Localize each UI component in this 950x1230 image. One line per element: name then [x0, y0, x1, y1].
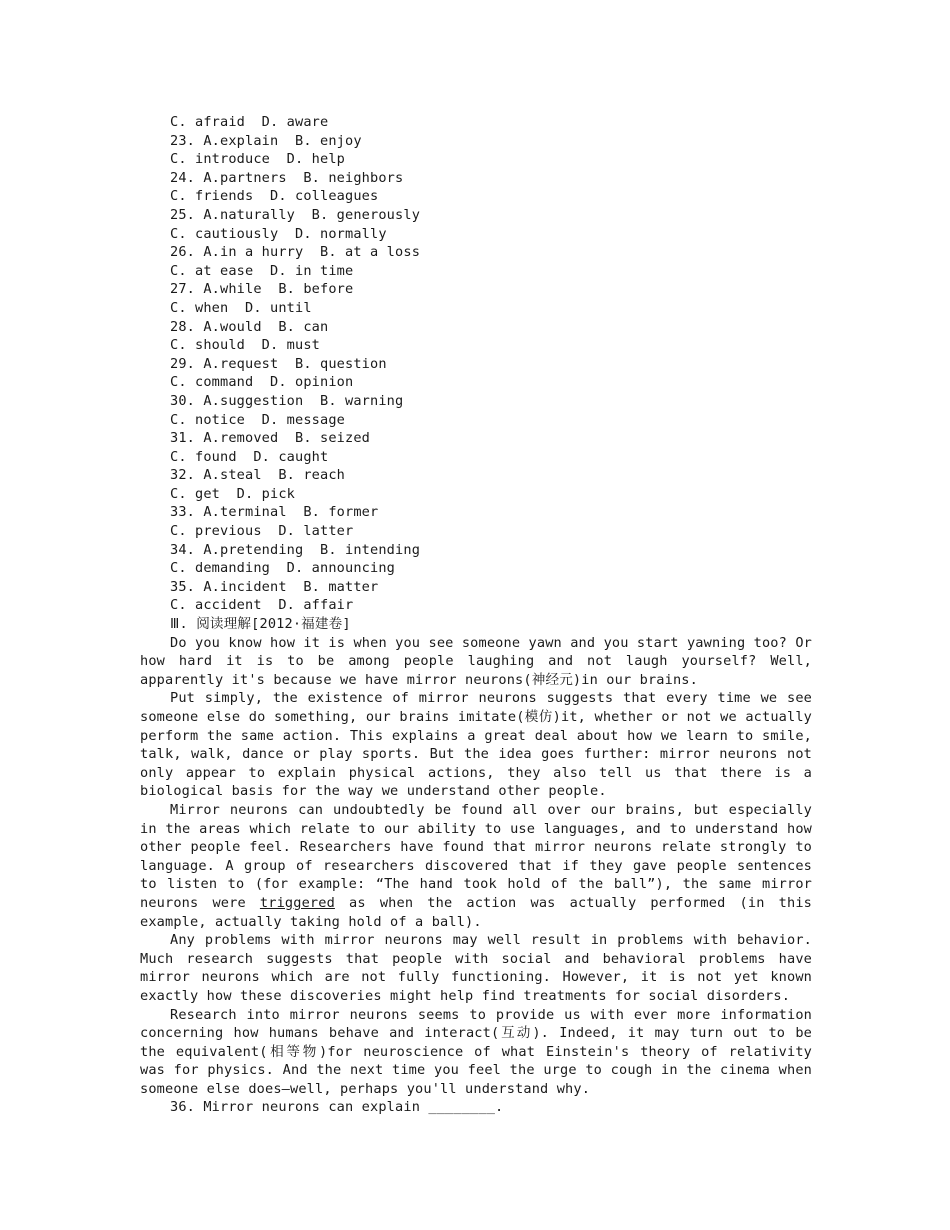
option-line: C. friends D. colleagues [170, 188, 379, 205]
passage-paragraph-5: Research into mirror neurons seems to provide us with ever more information concerning how humans behave and interact(互动). Indeed, it may turn out to be the equivalent(相等物)for neuroscience of what Einstein's theory of relativity was for physics. And the next time you feel the urge to cough in the cinema when someone else does—well, perhaps you'll understand why. [140, 1006, 812, 1097]
option-line: 31. A.removed B. seized [170, 430, 371, 447]
reading-passage [140, 634, 812, 1099]
passage-paragraph-4: Any problems with mirror neurons may well result in problems with behavior. Much research suggests that people with social and behavioral problems have mirror neurons which are not fully functioning. However, it is not yet known exactly how these discoveries might help find treatments for social disorders. [140, 932, 812, 1004]
option-line: C. found D. caught [170, 448, 329, 465]
option-line: C. introduce D. help [170, 151, 346, 168]
passage-paragraph-2: Put simply, the existence of mirror neurons suggests that every time we see someone else do something, our brains imitate(模仿)it, whether or not we actually perform the same action. This explains a great deal about how we learn to smile, talk, walk, dance or play sports. But the idea goes further: mirror neurons not only appear to explain physical actions, they also tell us that there is a biological basis for the way we understand other people. [140, 690, 812, 800]
question-36: 36. Mirror neurons can explain ________. [170, 1099, 504, 1116]
option-line: 26. A.in a hurry B. at a loss [170, 244, 421, 261]
answer-options [140, 113, 812, 615]
option-line: 34. A.pretending B. intending [170, 541, 421, 558]
option-line: C. when D. until [170, 299, 312, 316]
option-line: 28. A.would B. can [170, 318, 329, 335]
option-line: 33. A.terminal B. former [170, 504, 379, 521]
option-line: C. afraid D. aware [170, 114, 329, 130]
paragraph-3-text-before: Mirror neurons can undoubtedly be found all over our brains, but especially in the areas which relate to our ability to use languages, and to understand how other people feel. Researchers have found that mirror neurons relate strongly to language. A group of researchers discovered that if they gave people sentences to listen to (for example: “The hand took hold of the ball”), the same mirror neurons were [140, 801, 812, 911]
passage-paragraph-3 [140, 801, 812, 931]
passage-paragraph-1: Do you know how it is when you see someone yawn and you start yawning too? Or how hard it is to be among people laughing and not laugh yourself? Well, apparently it's because we have mirror neurons(神经元)in our brains. [140, 634, 812, 688]
option-line: 27. A.while B. before [170, 281, 354, 298]
option-line: C. previous D. latter [170, 523, 354, 540]
paragraph-3-text-after: as when the action was actually performed (in this example, actually taking hold of a ball). [140, 894, 812, 930]
option-line: 24. A.partners B. neighbors [170, 169, 404, 186]
option-line: C. command D. opinion [170, 374, 354, 391]
document-page [140, 113, 812, 1117]
option-line: C. demanding D. announcing [170, 560, 396, 577]
option-line: C. should D. must [170, 337, 321, 354]
option-line: 23. A.explain B. enjoy [170, 132, 362, 149]
option-line: C. at ease D. in time [170, 262, 354, 279]
option-line: 35. A.incident B. matter [170, 578, 379, 595]
option-line: C. accident D. affair [170, 597, 354, 614]
option-line: C. notice D. message [170, 411, 346, 428]
option-line: C. cautiously D. normally [170, 225, 387, 242]
section-heading: Ⅲ. 阅读理解[2012·福建卷] [170, 616, 351, 633]
underlined-word: triggered [259, 894, 335, 911]
option-line: C. get D. pick [170, 485, 296, 502]
option-line: 29. A.request B. question [170, 355, 387, 372]
option-line: 25. A.naturally B. generously [170, 206, 421, 223]
option-line: 30. A.suggestion B. warning [170, 392, 404, 409]
option-line: 32. A.steal B. reach [170, 467, 346, 484]
